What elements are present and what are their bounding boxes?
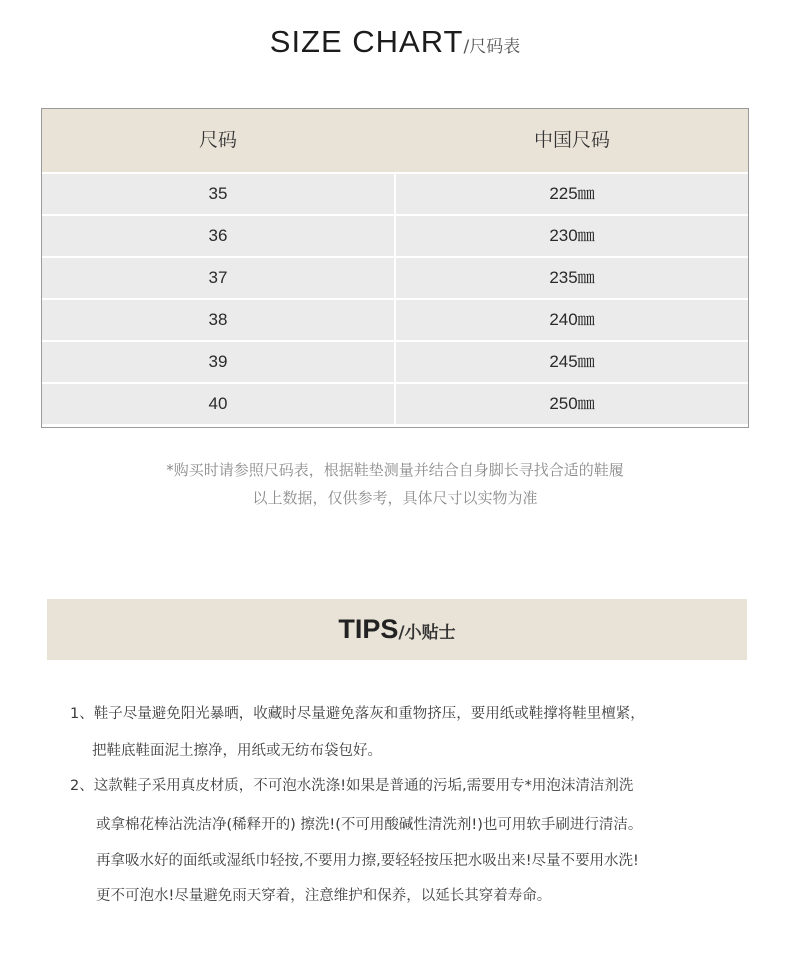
china-size-cell: 250㎜ [396, 384, 748, 424]
table-row [42, 342, 748, 382]
tips-title-main: TIPS [338, 614, 399, 644]
tip-line: 或拿棉花棒沾洗洁净(稀释开的) 擦洗!(不可用酸碱性清洗剂!)也可用软手刷进行清洁。 [96, 817, 643, 833]
tip-line: 2、这款鞋子采用真皮材质，不可泡水洗涤!如果是普通的污垢,需要用专*用泡沫清洁剂洗 [70, 778, 634, 794]
table-row [42, 384, 748, 424]
title-sub: /尺码表 [463, 37, 521, 57]
title-main: SIZE CHART [269, 24, 464, 59]
table-header [42, 109, 748, 172]
china-size-cell: 240㎜ [396, 300, 748, 340]
size-cell: 38 [42, 300, 394, 340]
table-row [42, 258, 748, 298]
tips-title [47, 599, 747, 660]
tips-banner [47, 599, 747, 660]
tip-line: 再拿吸水好的面纸或湿纸巾轻按,不要用力擦,要轻轻按压把水吸出来!尽量不要用水洗! [96, 853, 639, 869]
tip-line: 1、鞋子尽量避免阳光暴晒，收藏时尽量避免落灰和重物挤压，要用纸或鞋撑将鞋里檀紧， [70, 706, 645, 722]
china-size-cell: 235㎜ [396, 258, 748, 298]
tip-line: 更不可泡水!尽量避免雨天穿着，注意维护和保养，以延长其穿着寿命。 [96, 888, 552, 904]
table-row [42, 216, 748, 256]
china-size-cell: 245㎜ [396, 342, 748, 382]
tips-title-sub: /小贴士 [398, 623, 456, 643]
size-cell: 36 [42, 216, 394, 256]
size-cell: 40 [42, 384, 394, 424]
column-header-china-size: 中国尺码 [533, 129, 610, 151]
table-row [42, 174, 748, 214]
size-chart-title [0, 24, 790, 60]
column-header-size: 尺码 [198, 129, 237, 151]
tip-line: 把鞋底鞋面泥土擦净，用纸或无纺布袋包好。 [92, 743, 382, 759]
size-table [41, 108, 749, 428]
size-cell: 39 [42, 342, 394, 382]
china-size-cell: 225㎜ [396, 174, 748, 214]
size-note-line-2: 以上数据，仅供参考，具体尺寸以实物为准 [252, 489, 538, 507]
size-cell: 37 [42, 258, 394, 298]
table-row [42, 300, 748, 340]
size-cell: 35 [42, 174, 394, 214]
size-note-line-1: *购买时请参照尺码表，根据鞋垫测量并结合自身脚长寻找合适的鞋履 [166, 461, 624, 479]
china-size-cell: 230㎜ [396, 216, 748, 256]
